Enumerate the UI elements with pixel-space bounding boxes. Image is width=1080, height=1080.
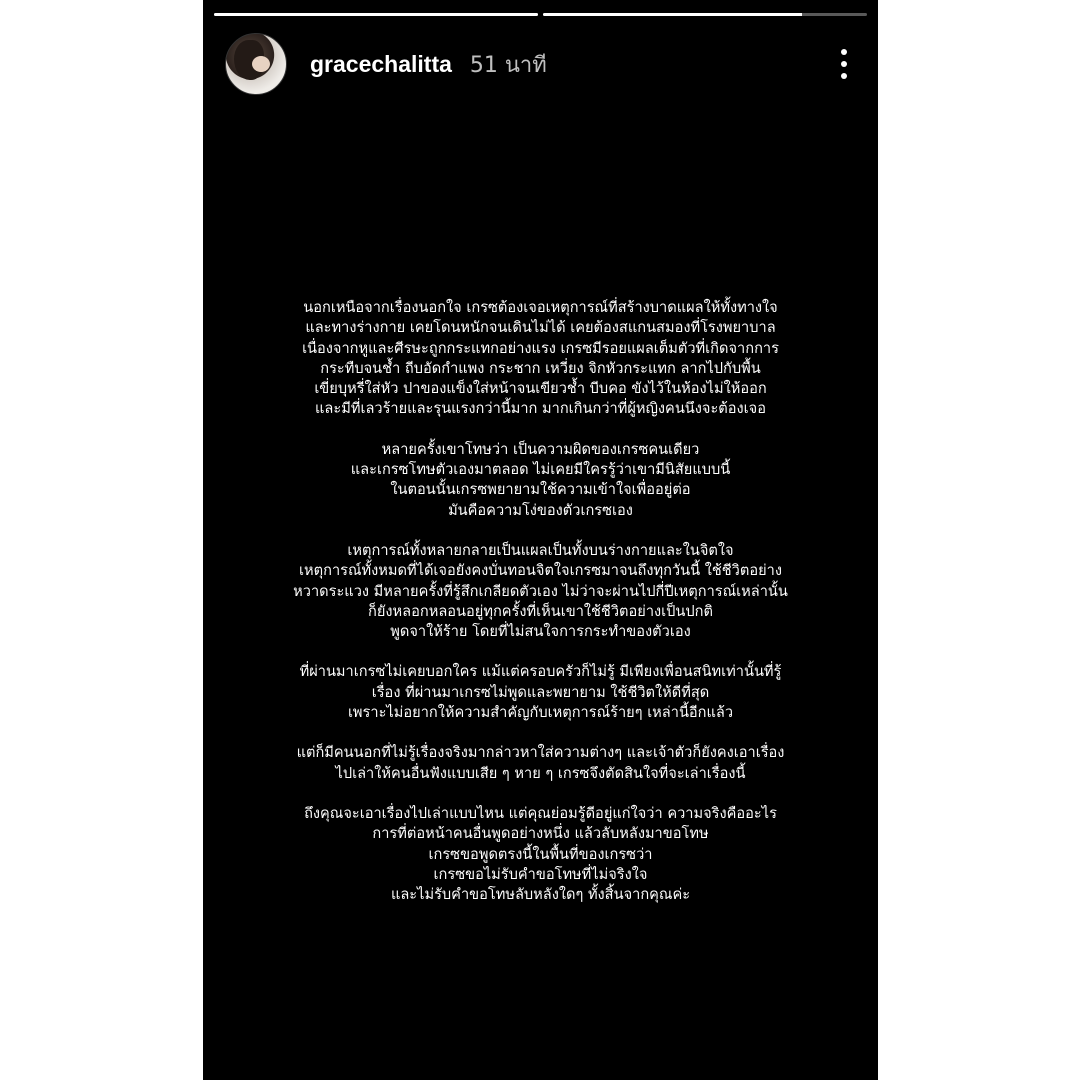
story-line: พูดจาให้ร้าย โดยที่ไม่สนใจการกระทำของตัวเอง [390,623,691,641]
story-paragraph [233,298,848,420]
avatar-face [252,56,270,72]
story-line: มันคือความโง่ของตัวเกรซเอง [448,501,633,519]
story-line: เหตุการณ์ทั้งหมดที่ได้เจอยังคงบั่นทอนจิตใจเกรซมาจนถึงทุกวันนี้ ใช้ชีวิตอย่าง [299,562,782,580]
story-line: ถึงคุณจะเอาเรื่องไปเล่าแบบไหน แต่คุณย่อมรู้ดีอยู่แก่ใจว่า ความจริงคืออะไร [304,804,777,822]
story-viewer [203,0,878,1080]
story-progress-bar [214,13,867,16]
progress-segment [214,13,538,16]
story-line: และทางร่างกาย เคยโดนหนักจนเดินไม่ได้ เคยต้องสแกนสมองที่โรงพยาบาล [305,319,776,337]
story-line: หวาดระแวง มีหลายครั้งที่รู้สึกเกลียดตัวเอง ไม่ว่าจะผ่านไปกี่ปีเหตุการณ์เหล่านั้น [293,582,788,600]
post-time: 51 นาที [469,52,547,78]
menu-dot [841,73,847,79]
story-paragraph [233,743,848,784]
story-line: เกรซขอพูดตรงนี้ในพื้นที่ของเกรซว่า [428,845,653,863]
story-paragraph [233,662,848,723]
story-line: ก็ยังหลอกหลอนอยู่ทุกครั้งที่เห็นเขาใช้ชีวิตอย่างเป็นปกติ [368,602,713,620]
story-line: แต่ก็มีคนนอกที่ไม่รู้เรื่องจริงมากล่าวหาใส่ความต่างๆ และเจ้าตัวก็ยังคงเอาเรื่อง [296,744,785,762]
story-line: เรื่อง ที่ผ่านมาเกรซไม่พูดและพยายาม ใช้ชีวิตให้ดีที่สุด [371,683,710,701]
story-line: การที่ต่อหน้าคนอื่นพูดอย่างหนึ่ง แล้วลับหลังมาขอโทษ [372,825,709,843]
story-line: เหตุการณ์ทั้งหลายกลายเป็นแผลเป็นทั้งบนร่างกายและในจิตใจ [347,541,734,559]
story-line: หลายครั้งเขาโทษว่า เป็นความผิดของเกรซคนเดียว [381,440,700,458]
story-line: เขี่ยบุหรี่ใส่หัว ปาของแข็งใส่หน้าจนเขียวช้ำ บีบคอ ขังไว้ในห้องไม่ให้ออก [314,380,767,398]
story-line: และมีที่เลวร้ายและรุนแรงกว่านี้มาก มากเกินกว่าที่ผู้หญิงคนนึงจะต้องเจอ [315,400,766,418]
progress-fill [543,13,802,16]
avatar[interactable] [225,33,287,95]
story-line: เกรซขอไม่รับคำขอโทษที่ไม่จริงใจ [433,865,648,883]
story-header [225,33,856,95]
username[interactable]: gracechalitta [310,50,452,77]
more-options-icon[interactable] [832,44,856,84]
story-line: ในตอนนั้นเกรซพยายามใช้ความเข้าใจเพื่ออยู่ต่อ [390,481,691,499]
menu-dot [841,49,847,55]
story-line: กระทืบจนช้ำ ถีบอัดกำแพง กระชาก เหวี่ยง จิกหัวกระแทก ลากไปกับพื้น [320,359,761,377]
story-line: และเกรซโทษตัวเองมาตลอด ไม่เคยมีใครรู้ว่าเขามีนิสัยแบบนี้ [350,461,731,479]
story-line: นอกเหนือจากเรื่องนอกใจ เกรซต้องเจอเหตุการณ์ที่สร้างบาดแผลให้ทั้งทางใจ [303,299,778,316]
story-line: ไปเล่าให้คนอื่นฟังแบบเสีย ๆ หาย ๆ เกรซจึงตัดสินใจที่จะเล่าเรื่องนี้ [335,764,746,782]
story-paragraph [233,440,848,521]
progress-fill [214,13,538,16]
menu-dot [841,61,847,67]
story-text [233,298,848,925]
story-line: และไม่รับคำขอโทษลับหลังใดๆ ทั้งสิ้นจากคุณค่ะ [390,886,691,904]
story-paragraph [233,541,848,642]
story-line: ที่ผ่านมาเกรซไม่เคยบอกใคร แม้แต่ครอบครัวก็ไม่รู้ มีเพียงเพื่อนสนิทเท่านั้นที่รู้ [299,663,782,681]
story-line: เพราะไม่อยากให้ความสำคัญกับเหตุการณ์ร้ายๆ เหล่านี้อีกแล้ว [347,704,734,722]
progress-segment [543,13,867,16]
story-line: เนื่องจากหูและศีรษะถูกกระแทกอย่างแรง เกรซมีรอยแผลเต็มตัวที่เกิดจากการ [302,339,779,357]
story-paragraph [233,804,848,905]
